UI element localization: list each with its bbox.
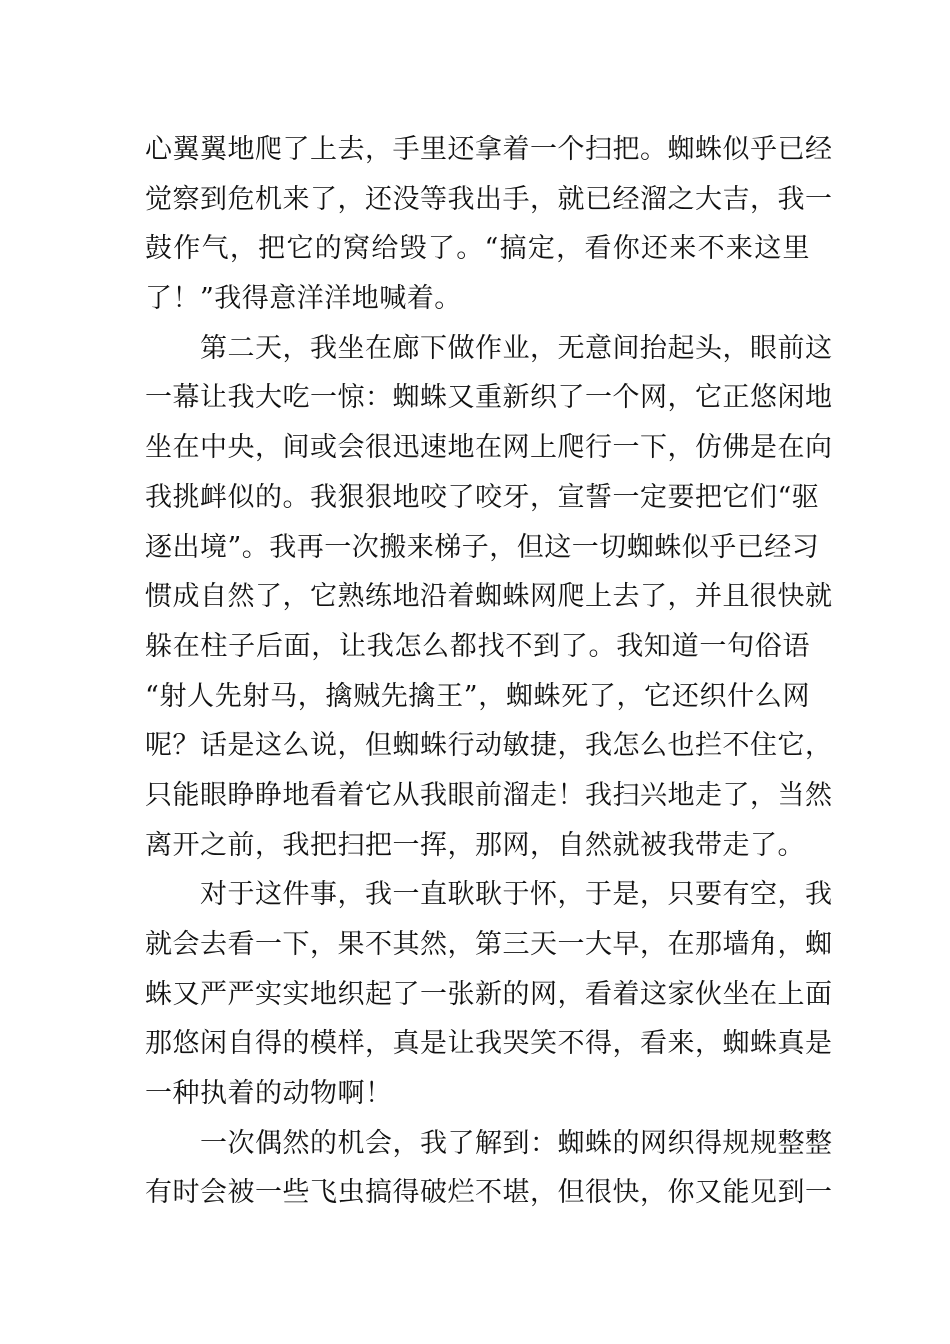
text-line: 只能眼睁睁地看着它从我眼前溜走！我扫兴地走了，当然 xyxy=(145,779,833,811)
text-line: “射人先射马，擒贼先擒王”，蜘蛛死了，它还织什么网 xyxy=(145,680,810,712)
text-line: 一种执着的动物啊！ xyxy=(145,1078,393,1110)
text-line: 坐在中央，间或会很迅速地在网上爬行一下，仿佛是在向 xyxy=(145,432,833,464)
text-line: 躲在柱子后面，让我怎么都找不到了。我知道一句俗语 xyxy=(145,630,810,662)
text-line: 一幕让我大吃一惊：蜘蛛又重新织了一个网，它正悠闲地 xyxy=(145,382,833,414)
text-line: 就会去看一下，果不其然，第三天一大早，在那墙角，蜘 xyxy=(145,929,833,960)
text-line: 我挑衅似的。我狠狠地咬了咬牙，宣誓一定要把它们“驱 xyxy=(145,481,820,513)
text-line: 了！”我得意洋洋地喊着。 xyxy=(145,283,462,315)
text-line: 逐出境”。我再一次搬来梯子，但这一切蜘蛛似乎已经习 xyxy=(145,531,820,563)
text-line: 那悠闲自得的模样，真是让我哭笑不得，看来，蜘蛛真是 xyxy=(145,1028,833,1060)
body-text xyxy=(145,125,833,1218)
text-line: 鼓作气，把它的窝给毁了。“搞定，看你还来不来这里 xyxy=(145,233,810,265)
text-line: 对于这件事，我一直耿耿于怀，于是，只要有空，我 xyxy=(200,879,833,911)
text-line: 惯成自然了，它熟练地沿着蜘蛛网爬上去了，并且很快就 xyxy=(145,581,833,613)
text-line: 呢？话是这么说，但蜘蛛行动敏捷，我怎么也拦不住它， xyxy=(145,730,833,762)
text-line: 离开之前，我把扫把一挥，那网，自然就被我带走了。 xyxy=(145,829,805,861)
text-line: 蛛又严严实实地织起了一张新的网，看着这家伙坐在上面 xyxy=(145,978,833,1010)
text-line: 觉察到危机来了，还没等我出手，就已经溜之大吉，我一 xyxy=(145,183,833,215)
text-line: 有时会被一些飞虫搞得破烂不堪，但很快，你又能见到一 xyxy=(145,1177,833,1209)
text-line: 第二天，我坐在廊下做作业，无意间抬起头，眼前这 xyxy=(200,332,833,364)
text-line: 心翼翼地爬了上去，手里还拿着一个扫把。蜘蛛似乎已经 xyxy=(145,134,833,165)
text-line: 一次偶然的机会，我了解到：蜘蛛的网织得规规整整 xyxy=(200,1127,833,1159)
